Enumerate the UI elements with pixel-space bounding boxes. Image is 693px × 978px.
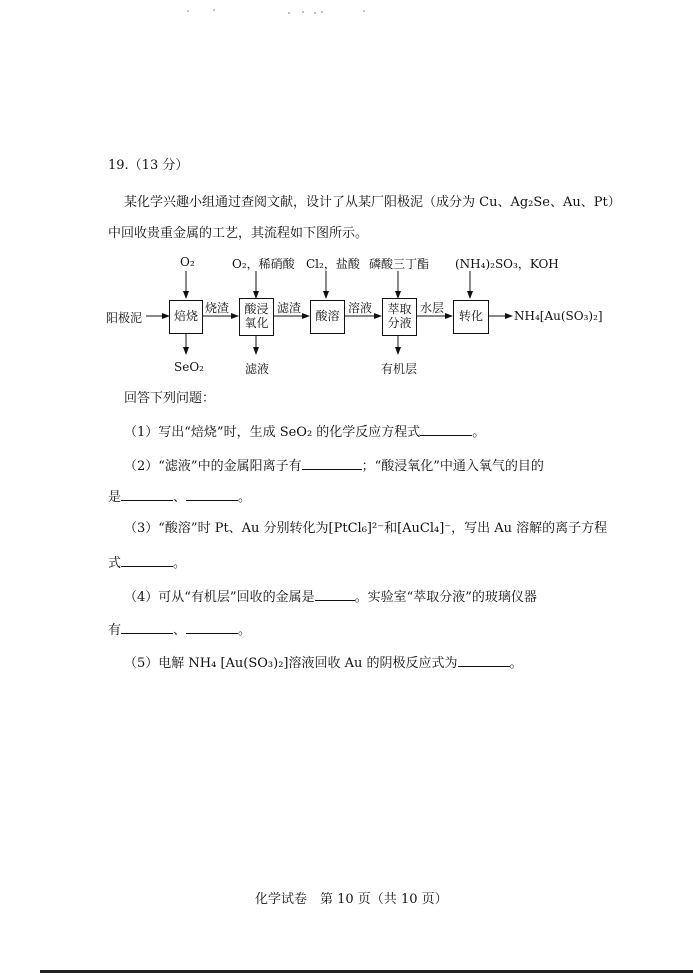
step-acid-leach-oxidation-box: 酸浸 氧化 — [239, 298, 274, 336]
answer-blank-5[interactable] — [458, 655, 510, 667]
arrow-label-solution: 溶液 — [348, 301, 373, 315]
step-roast-box: 焙烧 — [169, 300, 203, 334]
scan-bottom-edge — [40, 968, 693, 974]
answer-prompt: 回答下列问题： — [124, 391, 216, 406]
answer-blank-2a[interactable] — [302, 458, 362, 470]
answer-blank-2b[interactable] — [121, 489, 173, 501]
flowchart-arrows — [0, 0, 693, 400]
answer-blank-1[interactable] — [420, 424, 472, 436]
byproduct-organic-layer: 有机层 — [381, 362, 418, 376]
sub-question-3: （3）“酸溶”时 Pt、Au 分别转化为[PtCl₆]²⁻和[AuCl₄]⁻，写出 Au 溶解的离子方程 — [124, 521, 608, 536]
sub-question-2-cont: 是 、 。 — [108, 490, 252, 505]
answer-blank-3[interactable] — [121, 555, 173, 567]
step-extraction-box: 萃取 分液 — [382, 298, 417, 336]
reagent-acid-dissolve: Cl₂，盐酸 — [306, 257, 360, 271]
reagent-conversion: (NH₄)₂SO₃，KOH — [455, 257, 559, 271]
arrow-label-roast-residue: 烧渣 — [205, 301, 230, 315]
sub-question-4: （4）可从“有机层”回收的金属是 。实验室“萃取分液”的玻璃仪器 — [124, 590, 537, 605]
answer-blank-4a[interactable] — [315, 589, 355, 601]
arrow-label-filter-residue: 滤渣 — [277, 301, 302, 315]
sub-question-2: （2）“滤液”中的金属阳离子有 ；“酸浸氧化”中通入氧气的目的 — [124, 459, 544, 474]
arrow-label-aqueous-layer: 水层 — [420, 301, 445, 315]
byproduct-seo2: SeO₂ — [174, 360, 204, 374]
question-number: 19.（13 分） — [108, 158, 189, 173]
intro-text-line2: 中回收贵重金属的工艺，其流程如下图所示。 — [108, 226, 369, 241]
intro-text-line1: 某化学兴趣小组通过查阅文献，设计了从某厂阳极泥（成分为 Cu、Ag₂Se、Au、Pt） — [124, 195, 621, 210]
sub-question-5: （5）电解 NH₄ [Au(SO₃)₂]溶液回收 Au 的阴极反应式为 。 — [124, 656, 523, 671]
reagent-roast: O₂ — [180, 255, 195, 269]
flow-input-label: 阳极泥 — [106, 311, 143, 325]
answer-blank-2c[interactable] — [186, 489, 238, 501]
sub-question-4-cont: 有 、 。 — [108, 623, 252, 638]
flow-product-label: NH₄[Au(SO₃)₂] — [514, 309, 603, 323]
step-conversion-box: 转化 — [453, 300, 489, 334]
answer-blank-4c[interactable] — [186, 622, 238, 634]
sub-question-3-cont: 式 。 — [108, 556, 187, 571]
reagent-extraction: 磷酸三丁酯 — [369, 257, 430, 271]
byproduct-filtrate: 滤液 — [245, 362, 270, 376]
reagent-acid-leach: O₂，稀硝酸 — [232, 257, 295, 271]
step-acid-dissolve-box: 酸溶 — [310, 300, 345, 334]
page-footer: 化学试卷 第 10 页（共 10 页） — [255, 892, 448, 907]
sub-question-1: （1）写出“焙烧”时，生成 SeO₂ 的化学反应方程式 。 — [124, 425, 486, 440]
answer-blank-4b[interactable] — [121, 622, 173, 634]
